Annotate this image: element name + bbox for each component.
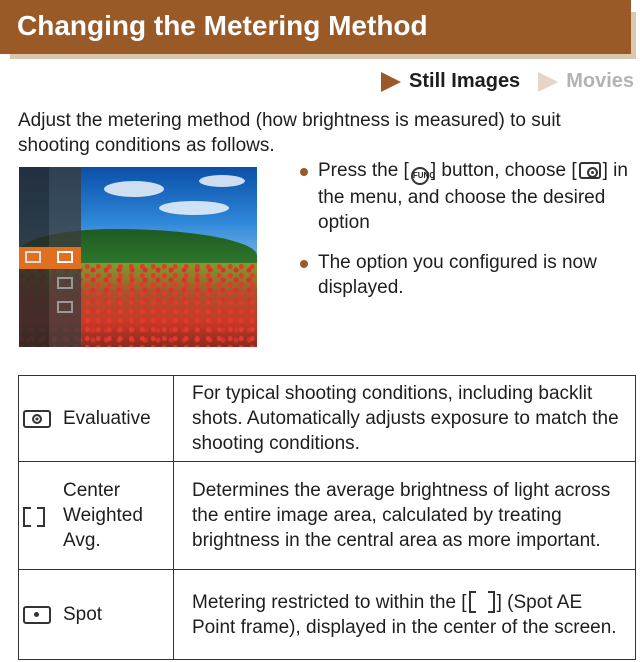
step1-text-b: ] button, choose [ — [430, 160, 577, 181]
instruction-step-1 — [300, 158, 635, 235]
cloud — [104, 181, 164, 197]
intro-text: Adjust the metering method (how brightness is measured) to suit shooting conditions as follows. — [18, 110, 561, 156]
bullet-icon — [300, 260, 308, 268]
spot-metering-icon — [57, 301, 73, 313]
step1-text-c: ] in the menu, and choose the desired option — [318, 160, 628, 233]
still-images-arrow-icon — [381, 72, 401, 92]
evaluative-metering-icon — [23, 410, 51, 428]
table-row — [19, 462, 636, 570]
step1-text-a: Press the [ — [318, 160, 409, 181]
method-description: Determines the average brightness of light across the entire image area, calculated by treating brightness in the central area as more important. — [174, 462, 636, 570]
title-banner — [0, 0, 631, 54]
movies-tag: Movies — [566, 70, 634, 92]
center-weighted-icon — [23, 507, 51, 525]
center-weighted-icon — [57, 277, 73, 289]
method-name-cell — [19, 570, 174, 660]
evaluative-metering-icon — [579, 162, 601, 179]
method-name-cell — [19, 376, 174, 462]
method-name: Spot — [63, 604, 103, 625]
cloud — [199, 175, 245, 187]
method-name-cell — [19, 462, 174, 570]
spot-ae-frame-icon — [467, 591, 497, 611]
cloud — [159, 201, 229, 215]
spot-description-a: Metering restricted to within the [ — [192, 591, 467, 613]
mode-tags — [381, 70, 634, 93]
func-set-icon: FUNC — [411, 167, 429, 185]
table-row — [19, 570, 636, 660]
instruction-list — [300, 158, 635, 315]
evaluative-metering-icon — [57, 251, 73, 263]
camera-submenu-column — [49, 167, 81, 347]
camera-screen-image — [19, 167, 257, 347]
evaluative-metering-icon — [25, 251, 41, 263]
bullet-icon — [300, 168, 308, 176]
table-row — [19, 376, 636, 462]
movies-arrow-icon — [538, 72, 558, 92]
method-name: Evaluative — [63, 408, 151, 429]
spot-metering-icon — [23, 606, 51, 624]
instruction-step-2 — [300, 250, 635, 300]
method-description — [174, 570, 636, 660]
method-name: Center Weighted Avg. — [63, 480, 143, 551]
spot-description-b: ] (Spot AE Point frame), displayed in the center of the screen. — [192, 591, 617, 638]
step2-text: The option you configured is now displayed. — [318, 252, 597, 298]
method-description: For typical shooting conditions, including backlit shots. Automatically adjusts exposure to match the shooting conditions. — [174, 376, 636, 462]
still-images-tag: Still Images — [409, 70, 521, 92]
camera-menu-column — [19, 167, 49, 347]
page-title: Changing the Metering Method — [17, 10, 428, 41]
metering-methods-table — [18, 375, 636, 660]
